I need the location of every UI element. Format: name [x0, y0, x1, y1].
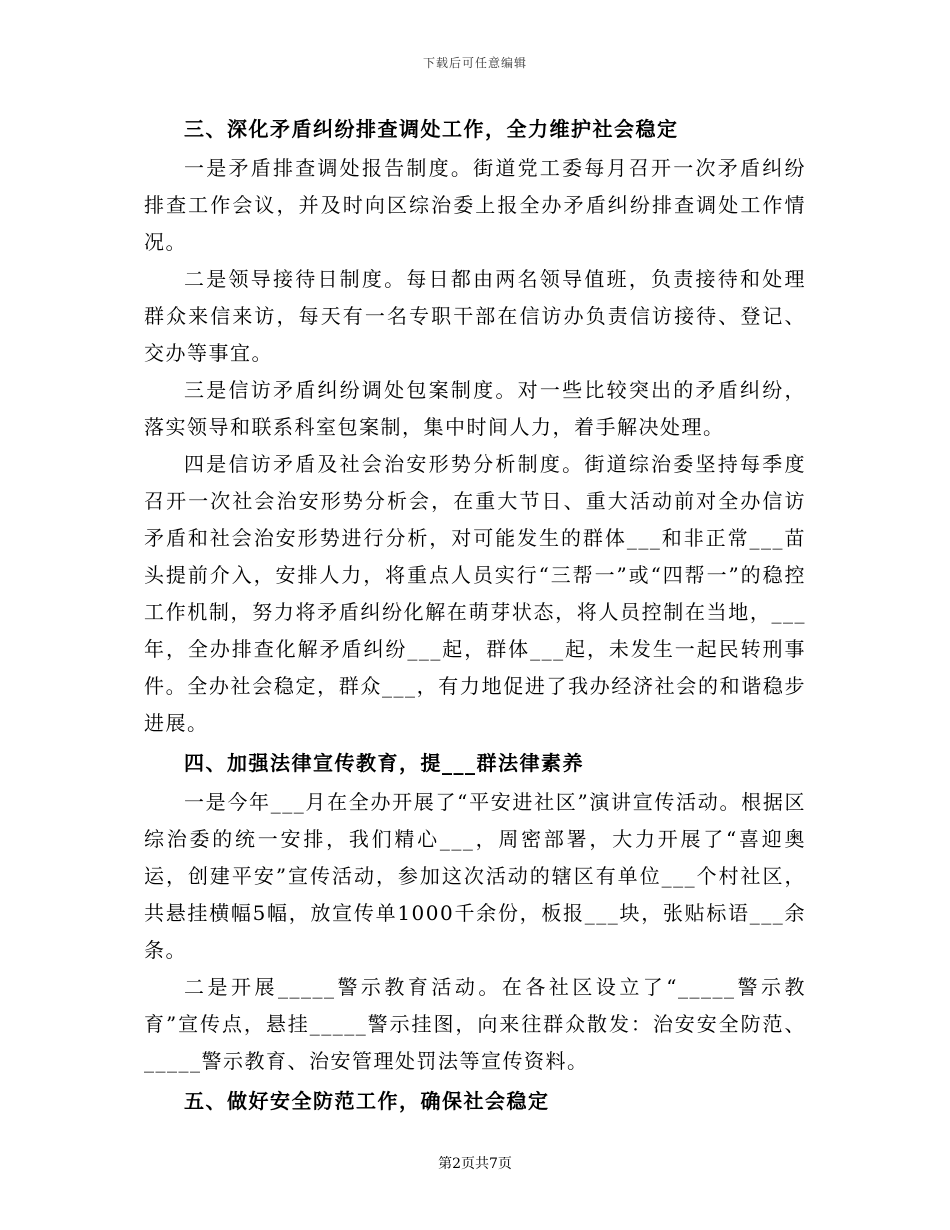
paragraph: 二是开展_____警示教育活动。在各社区设立了“_____警示教育”宣传点，悬挂_____警示挂图，向来往群众散发：治安安全防范、_____警示教育、治安管理处罚法等宣传资料。	[144, 975, 806, 1073]
document-body	[144, 108, 806, 1122]
section-heading: 四、加强法律宣传教育，提___群法律素养	[184, 751, 584, 775]
page-footer: 第2页共7页	[438, 1156, 512, 1172]
section-heading: 三、深化矛盾纠纷排查调处工作，全力维护社会稳定	[184, 117, 679, 141]
paragraph: 一是矛盾排查调处报告制度。街道党工委每月召开一次矛盾纠纷排查工作会议，并及时向区综治委上报全办矛盾纠纷排查调处工作情况。	[144, 156, 806, 254]
paragraph: 四是信访矛盾及社会治安形势分析制度。街道综治委坚持每季度召开一次社会治安形势分析会，在重大节日、重大活动前对全办信访矛盾和社会治安形势进行分析，对可能发生的群体___和非正常___苗头提前介入，安排人力，将重点人员实行“三帮一”或“四帮一”的稳控工作机制，努力将矛盾纠纷化解在萌芽状态，将人员控制在当地，___年，全办排查化解矛盾纠纷___起，群体___起，未发生一起民转刑事件。全办社会稳定，群众___，有力地促进了我办经济社会的和谐稳步进展。	[144, 452, 806, 735]
section-heading: 五、做好安全防范工作，确保社会稳定	[184, 1089, 550, 1113]
paragraph: 二是领导接待日制度。每日都由两名领导值班，负责接待和处理群众来信来访，每天有一名专职干部在信访办负责信访接待、登记、交办等事宜。	[144, 267, 806, 365]
paragraph: 一是今年___月在全办开展了“平安进社区”演讲宣传活动。根据区综治委的统一安排，我们精心___，周密部署，大力开展了“喜迎奥运，创建平安”宣传活动，参加这次活动的辖区有单位___个村社区，共悬挂横幅5幅，放宣传单1000千余份，板报___块，张贴标语___余条。	[144, 790, 806, 962]
page-header: 下载后可任意编辑	[422, 56, 527, 70]
paragraph: 三是信访矛盾纠纷调处包案制度。对一些比较突出的矛盾纠纷，落实领导和联系科室包案制，集中时间人力，着手解决处理。	[144, 378, 806, 439]
